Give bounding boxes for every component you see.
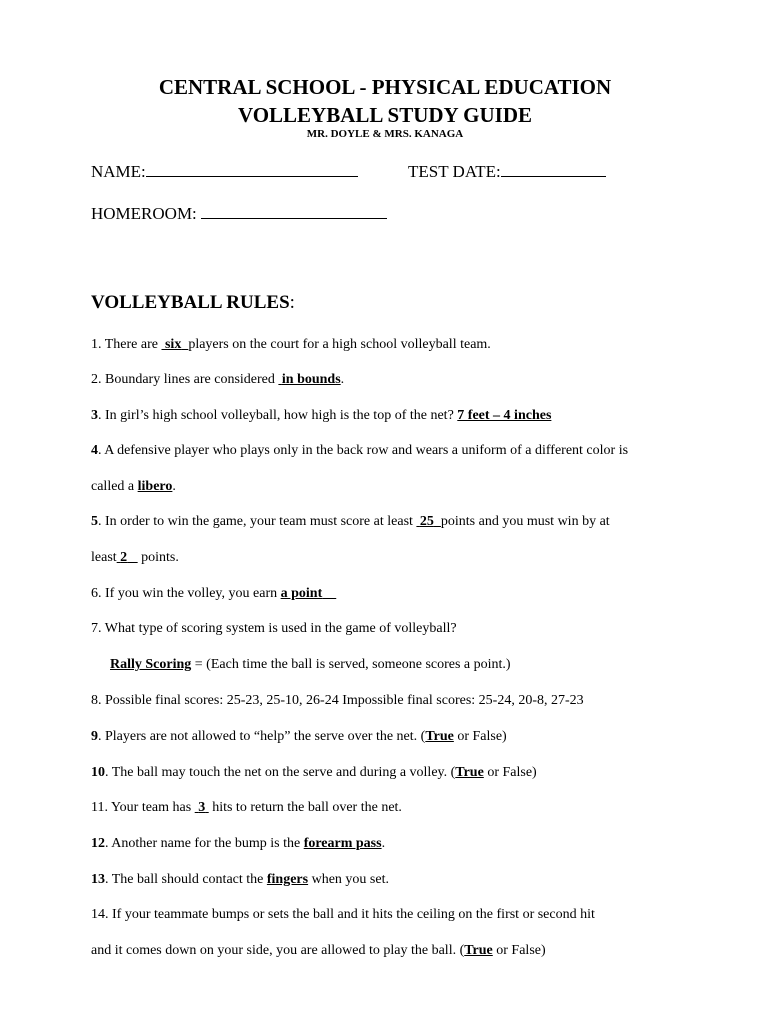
homeroom-label: HOMEROOM: [91,204,197,223]
q5-answer: 25 [419,514,434,529]
q12-text: . Another name for the bump is the [105,836,304,851]
question-11 [91,800,402,816]
q13-number: 13 [91,872,105,887]
q6-text: 6. If you win the volley, you earn [91,586,281,601]
section-title: VOLLEYBALL RULES [91,292,290,313]
question-10 [91,765,537,781]
q14-answer: True [464,943,493,958]
question-4 [91,443,628,459]
q11-text: 11. Your team has [91,800,195,815]
q4-text: . A defensive player who plays only in the back row and wears a uniform of a different color is [98,443,629,458]
q4-text-cont: called a [91,479,138,494]
q9-answer: True [425,729,454,744]
question-14 [91,907,595,923]
section-colon: : [289,292,295,313]
question-5-cont [91,550,179,566]
q14-text-end: or False) [492,943,546,958]
q6-answer: a point [280,586,323,601]
question-3 [91,408,551,424]
q3-number: 3 [91,408,98,423]
test-date-label: TEST DATE: [408,162,501,181]
q1-text: 1. There are [91,337,162,352]
question-5 [91,514,610,530]
question-9 [91,729,507,745]
question-13 [91,872,389,888]
q1-text-end: players on the court for a high school volleyball team. [188,337,491,352]
q7-text-end: = (Each time the ball is served, someone scores a point.) [191,657,511,672]
q5-text-mid: points and you must win by at [440,514,610,529]
q3-answer: 7 feet – 4 inches [457,408,552,423]
q1-answer: six [164,337,182,352]
q5-text-end: points. [137,550,179,565]
q2-text: 2. Boundary lines are considered [91,372,279,387]
q3-text: . In girl’s high school volleyball, how high is the top of the net? [98,408,458,423]
question-7 [91,621,457,637]
q14-text: . If your teammate bumps or sets the ball and it hits the ceiling on the first or second hit [105,907,595,922]
question-2 [91,372,344,388]
q11-answer: 3 [198,800,206,815]
teachers-line: MR. DOYLE & MRS. KANAGA [306,128,464,140]
q8-text: 8. Possible final scores: 25-23, 25-10, 26-24 Impossible final scores: 25-24, 20-8, 27-23 [91,693,584,708]
q14-text-cont: and it comes down on your side, you are allowed to play the ball. ( [91,943,465,958]
name-label: NAME: [91,162,146,181]
q10-number: 10 [91,765,105,780]
question-12 [91,836,385,852]
q12-text-end: . [381,836,386,851]
q9-text: . Players are not allowed to “help” the serve over the net. ( [98,729,426,744]
q2-answer: in bounds [281,372,341,387]
q10-text: . The ball may touch the net on the serve and during a volley. ( [105,765,456,780]
q4-answer: libero [137,479,173,494]
question-4-cont [91,479,176,495]
q10-answer: True [455,765,484,780]
q13-text-end: when you set. [308,872,389,887]
q7-text: 7. What type of scoring system is used in the game of volleyball? [91,621,457,636]
q13-answer: fingers [266,872,309,887]
q5-number: 5 [91,514,98,529]
q13-text: . The ball should contact the [105,872,267,887]
question-8 [91,693,584,709]
q12-number: 12 [91,836,105,851]
q5-text-cont: least [91,550,117,565]
page-subtitle: VOLLEYBALL STUDY GUIDE [237,103,533,127]
name-blank[interactable] [146,162,358,177]
q10-text-end: or False) [483,765,537,780]
question-14-cont [91,943,546,959]
question-7-answer-line [110,657,511,673]
q9-text-end: or False) [453,729,507,744]
q5-text: . In order to win the game, your team must score at least [98,514,417,529]
q4-number: 4 [91,443,98,458]
homeroom-blank[interactable] [201,204,387,219]
name-field [91,162,358,182]
q11-text-end: hits to return the ball over the net. [208,800,402,815]
question-1 [91,337,491,353]
section-heading [91,292,295,314]
page-title: CENTRAL SCHOOL - PHYSICAL EDUCATION [158,75,612,99]
q9-number: 9 [91,729,98,744]
q14-number: 14 [91,907,105,922]
q4-text-end: . [172,479,176,494]
q5-answer-2: 2 [120,550,128,565]
question-6 [91,586,336,602]
q12-answer: forearm pass [303,836,382,851]
test-date-field [408,162,606,182]
q2-text-end: . [340,372,345,387]
test-date-blank[interactable] [501,162,606,177]
homeroom-field [91,204,387,224]
q7-answer: Rally Scoring [110,657,192,672]
